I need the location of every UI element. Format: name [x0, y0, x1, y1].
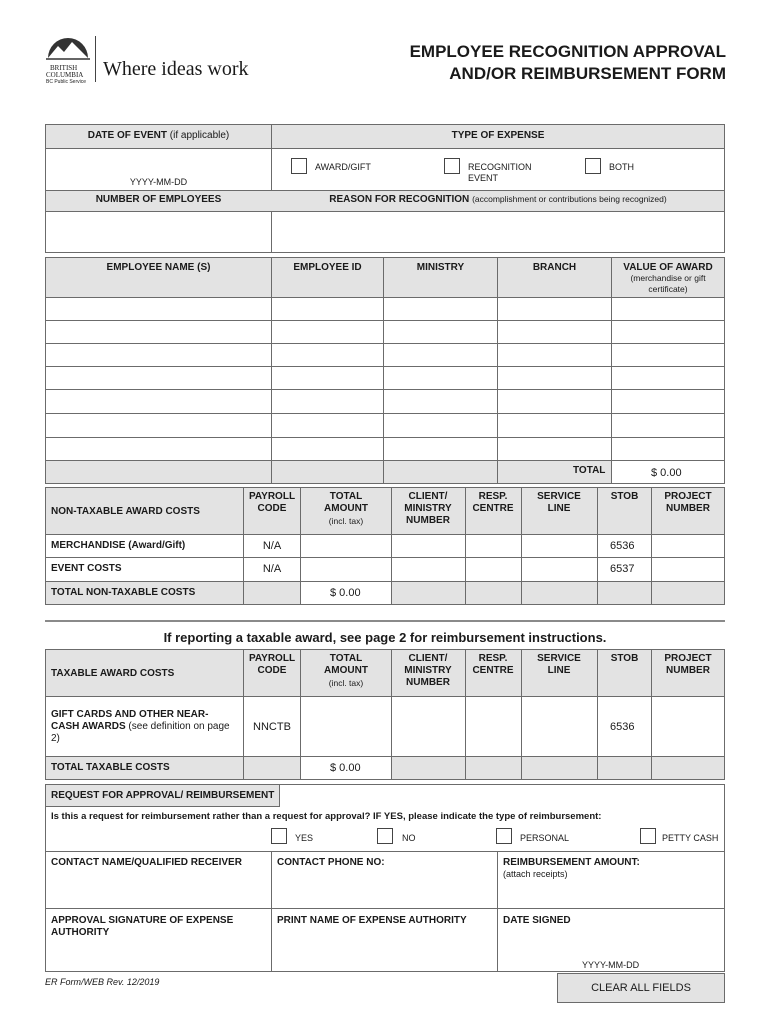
nt-client-header: CLIENT/ MINISTRY NUMBER [404, 491, 452, 526]
total-nontaxable-value: $ 0.00 [330, 587, 361, 599]
date-of-event-label: DATE OF EVENT (if applicable) [87, 130, 230, 141]
form-title-line2: AND/OR REIMBURSEMENT FORM [449, 64, 726, 83]
employee-name-header: EMPLOYEE NAME (S) [106, 262, 211, 273]
award-gift-label: AWARD/GIFT [315, 162, 371, 172]
merchandise-label: MERCHANDISE (Award/Gift) [51, 540, 186, 551]
tagline: Where ideas work [103, 58, 249, 80]
merchandise-stob: 6536 [610, 540, 635, 552]
logo-org-line1: BRITISH [50, 64, 78, 72]
contact-name-label: CONTACT NAME/QUALIFIED RECEIVER [51, 857, 242, 868]
contact-phone-input[interactable] [273, 870, 495, 906]
branch-header: BRANCH [532, 262, 577, 273]
logo-org-line3: BC Public Service [46, 79, 87, 85]
employees-total-value: $ 0.00 [651, 467, 682, 479]
merchandise-payroll: N/A [262, 540, 282, 552]
nt-stob-header: STOB [610, 491, 639, 502]
print-name-input[interactable] [273, 930, 495, 970]
nontaxable-title: NON-TAXABLE AWARD COSTS [51, 506, 200, 517]
value-of-award-note: (merchandise or gift certificate) [630, 273, 706, 294]
form-title-line1: EMPLOYEE RECOGNITION APPROVAL [409, 42, 726, 61]
nt-amount-note: (incl. tax) [328, 516, 364, 526]
date-signed-format: YYYY-MM-DD [582, 960, 640, 970]
tx-payroll-header: PAYROLL CODE [248, 653, 296, 676]
taxable-title: TAXABLE AWARD COSTS [51, 668, 175, 679]
section-divider [45, 620, 725, 622]
reason-label: REASON FOR RECOGNITION (accomplishment or contributions being recognized) [329, 194, 667, 205]
reimbursement-amount-label: REIMBURSEMENT AMOUNT: [503, 857, 640, 868]
total-taxable-label: TOTAL TAXABLE COSTS [51, 762, 170, 773]
sun-mountain-icon [44, 34, 92, 60]
reimbursement-amount-note: (attach receipts) [503, 869, 568, 879]
both-label: BOTH [609, 162, 635, 172]
recognition-event-checkbox[interactable] [444, 158, 460, 174]
nt-payroll-header: PAYROLL CODE [248, 491, 296, 514]
taxable-note: If reporting a taxable award, see page 2 for reimbursement instructions. [163, 630, 607, 645]
nt-resp-header: RESP. CENTRE [472, 491, 514, 514]
no-checkbox[interactable] [377, 828, 393, 844]
gift-cards-payroll: NNCTB [253, 721, 291, 733]
print-name-label: PRINT NAME OF EXPENSE AUTHORITY [277, 915, 467, 926]
personal-label: PERSONAL [520, 833, 570, 843]
total-nontaxable-label: TOTAL NON-TAXABLE COSTS [51, 587, 196, 598]
contact-name-input[interactable] [47, 870, 269, 906]
number-of-employees-input[interactable] [47, 213, 269, 251]
tx-amount-header: TOTAL AMOUNT [324, 653, 368, 676]
contact-phone-label: CONTACT PHONE NO: [277, 857, 385, 868]
petty-cash-checkbox[interactable] [640, 828, 656, 844]
tx-project-header: PROJECT NUMBER [664, 653, 712, 676]
request-title: REQUEST FOR APPROVAL/ REIMBURSEMENT [51, 790, 275, 801]
award-gift-checkbox[interactable] [291, 158, 307, 174]
reason-input[interactable] [273, 213, 723, 251]
nt-project-header: PROJECT NUMBER [664, 491, 712, 514]
no-label: NO [402, 833, 416, 843]
tx-service-header: SERVICE LINE [537, 653, 581, 676]
employee-id-header: EMPLOYEE ID [293, 262, 362, 273]
reimbursement-question: Is this a request for reimbursement rather than a request for approval? IF YES, please indicate the type of reimbursement: [51, 811, 602, 822]
revision-label: ER Form/WEB Rev. 12/2019 [45, 977, 160, 987]
recognition-event-label: RECOGNITION EVENT [468, 162, 532, 183]
tx-amount-note: (incl. tax) [328, 678, 364, 688]
value-of-award-header: VALUE OF AWARD [623, 262, 713, 273]
logo-org-line2: COLUMBIA [46, 71, 84, 79]
gift-cards-stob: 6536 [610, 721, 635, 733]
yes-label: YES [295, 833, 314, 843]
clear-all-fields-button[interactable] [557, 973, 725, 1003]
bc-logo [44, 34, 92, 86]
yes-checkbox[interactable] [271, 828, 287, 844]
gift-cards-label: GIFT CARDS AND OTHER NEAR-CASH AWARDS (see definition on page 2) [51, 709, 230, 744]
total-taxable-value: $ 0.00 [330, 762, 361, 774]
approval-signature-label: APPROVAL SIGNATURE OF EXPENSE AUTHORITY [51, 915, 234, 938]
type-of-expense-label: TYPE OF EXPENSE [451, 130, 545, 141]
tx-stob-header: STOB [610, 653, 639, 664]
event-costs-payroll: N/A [262, 563, 282, 575]
ministry-header: MINISTRY [416, 262, 465, 273]
number-of-employees-label: NUMBER OF EMPLOYEES [95, 194, 222, 205]
event-costs-label: EVENT COSTS [51, 563, 122, 574]
employees-total-label: TOTAL [573, 465, 606, 476]
nt-service-header: SERVICE LINE [537, 491, 581, 514]
tx-client-header: CLIENT/ MINISTRY NUMBER [404, 653, 452, 688]
nt-amount-header: TOTAL AMOUNT [324, 491, 368, 514]
logo-divider [95, 36, 96, 82]
petty-cash-label: PETTY CASH [662, 833, 719, 843]
date-signed-input[interactable] [499, 930, 723, 958]
event-costs-stob: 6537 [610, 563, 635, 575]
tx-resp-header: RESP. CENTRE [472, 653, 514, 676]
reimbursement-amount-input[interactable] [499, 882, 723, 906]
clear-all-fields-label: CLEAR ALL FIELDS [591, 982, 691, 994]
date-signed-label: DATE SIGNED [503, 915, 571, 926]
approval-signature-input[interactable] [47, 940, 269, 970]
date-format-hint: YYYY-MM-DD [129, 177, 188, 187]
both-checkbox[interactable] [585, 158, 601, 174]
personal-checkbox[interactable] [496, 828, 512, 844]
date-of-event-input[interactable] [47, 150, 269, 176]
